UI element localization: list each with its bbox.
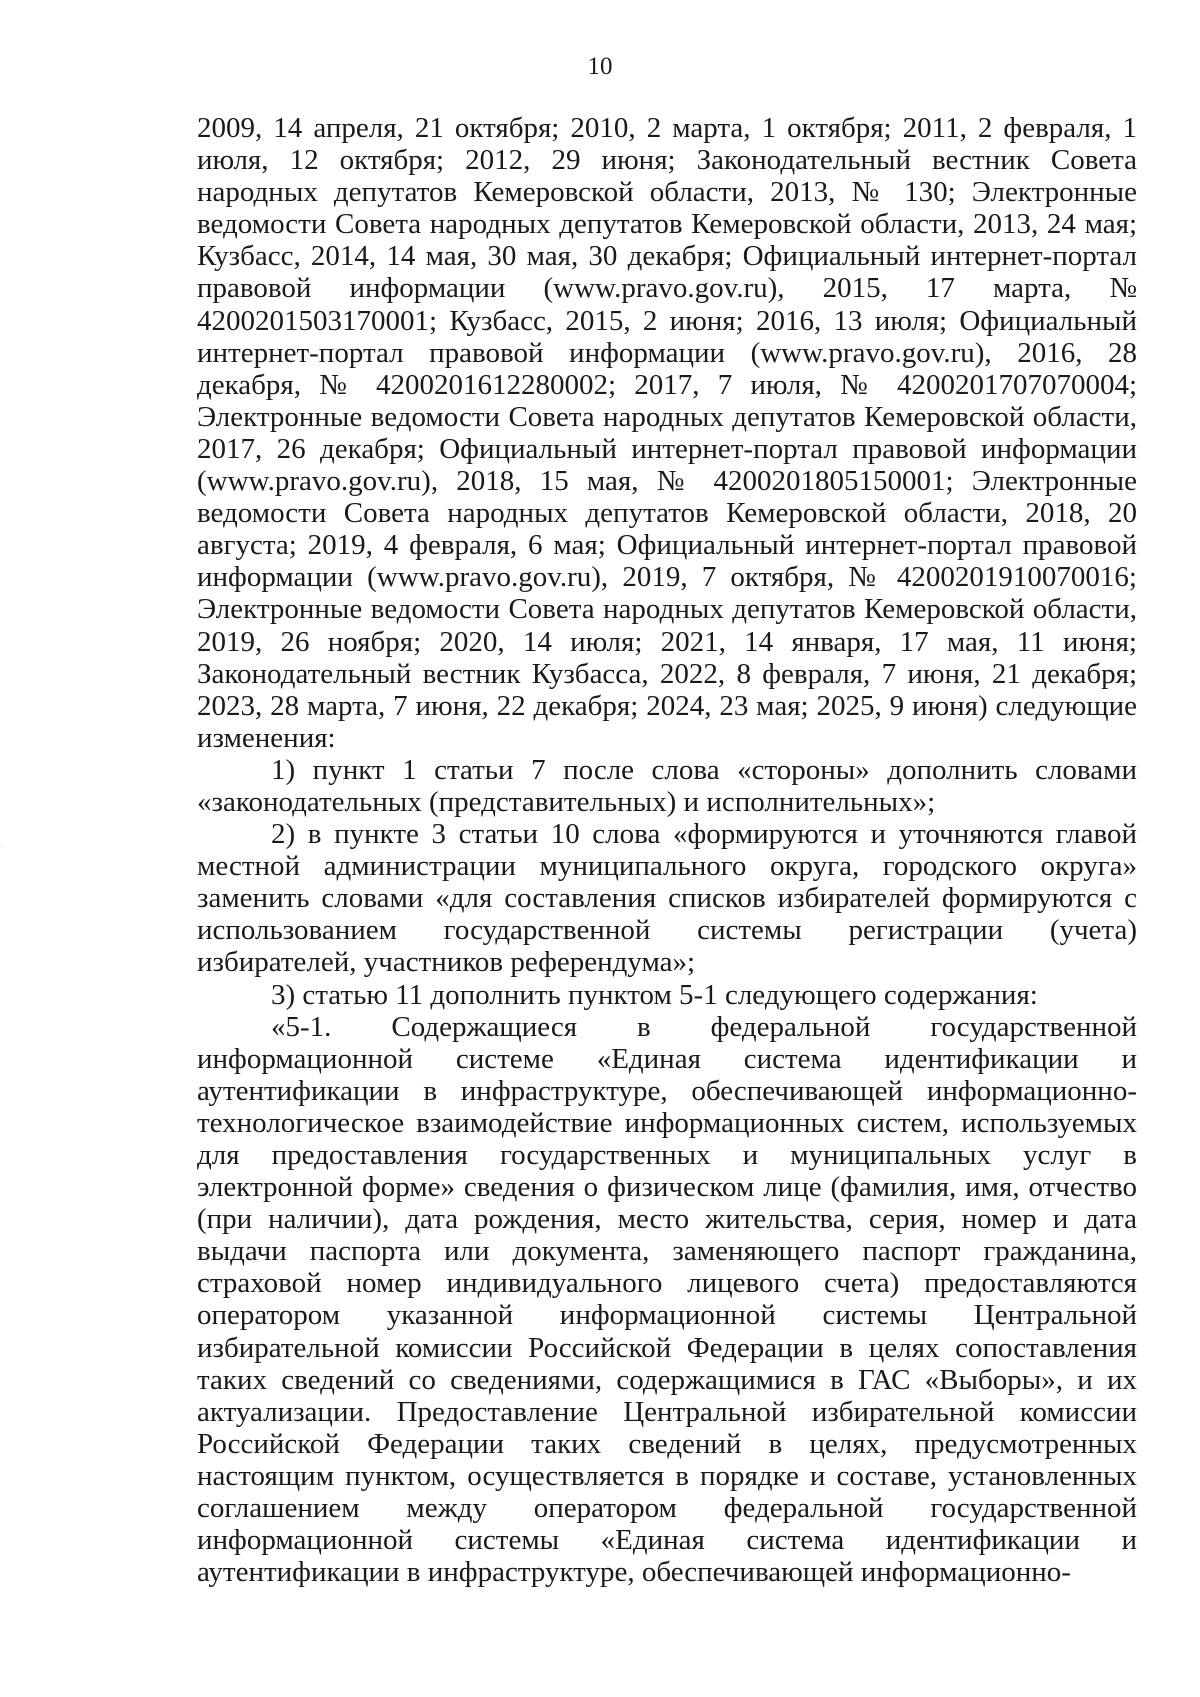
paragraph-item-2: 2) в пункте 3 статьи 10 слова «формируются и уточняются главой местной администрации муниципального округа, городского округа» заменить словами «для составления списков избирателей формируются с использованием государственной системы регистрации (учета) избирателей, участников референдума»;: [197, 818, 1137, 979]
paragraph-point-5-1: «5-1. Содержащиеся в федеральной государственной информационной системе «Единая система идентификации и аутентификации в инфраструктуре, обеспечивающей информационно-технологическое взаимодействие информационных систем, используемых для предоставления государственных и муниципальных услуг в электронной форме» сведения о физическом лице (фамилия, имя, отчество (при наличии), дата рождения, место жительства, серия, номер и дата выдачи паспорта или документа, заменяющего паспорт гражданина, страховой номер индивидуального лицевого счета) предоставляются оператором указанной информационной системы Центральной избирательной комиссии Российской Федерации в целях сопоставления таких сведений со сведениями, содержащимися в ГАС «Выборы», и их актуализации. Предоставление Центральной избирательной комиссии Российской Федерации таких сведений в целях, предусмотренных настоящим пунктом, осуществляется в порядке и составе, установленных соглашением между оператором федеральной государственной информационной системы «Единая система идентификации и аутентификации в инфраструктуре, обеспечивающей информационно-: [197, 1010, 1137, 1589]
page-number: 10: [587, 53, 613, 80]
paragraph-item-1: 1) пункт 1 статьи 7 после слова «стороны» дополнить словами «законодательных (представительных) и исполнительных»;: [197, 753, 1137, 818]
paragraph-publication-history: 2009, 14 апреля, 21 октября; 2010, 2 марта, 1 октября; 2011, 2 февраля, 1 июля, 12 октября; 2012, 29 июня; Законодательный вестник Совета народных депутатов Кемеровской области, 2013, № 130; Электронные ведомости Совета народных депутатов Кемеровской области, 2013, 24 мая; Кузбасс, 2014, 14 мая, 30 мая, 30 декабря; Официальный интернет-портал правовой информации (www.pravo.gov.ru), 2015, 17 марта, № 4200201503170001; Кузбасс, 2015, 2 июня; 2016, 13 июля; Официальный интернет-портал правовой информации (www.pravo.gov.ru), 2016, 28 декабря, № 4200201612280002; 2017, 7 июля, № 4200201707070004; Электронные ведомости Совета народных депутатов Кемеровской области, 2017, 26 декабря; Официальный интернет-портал правовой информации (www.pravo.gov.ru), 2018, 15 мая, № 4200201805150001; Электронные ведомости Совета народных депутатов Кемеровской области, 2018, 20 августа; 2019, 4 февраля, 6 мая; Официальный интернет-портал правовой информации (www.pravo.gov.ru), 2019, 7 октября, № 4200201910070016; Электронные ведомости Совета народных депутатов Кемеровской области, 2019, 26 ноября; 2020, 14 июля; 2021, 14 января, 17 мая, 11 июня; Законодательный вестник Кузбасса, 2022, 8 февраля, 7 июня, 21 декабря; 2023, 28 марта, 7 июня, 22 декабря; 2024, 23 мая; 2025, 9 июня) следующие изменения:: [197, 112, 1137, 754]
document-body: [197, 112, 1137, 1588]
paragraph-item-3: 3) статью 11 дополнить пунктом 5-1 следующего содержания:: [271, 978, 1038, 1011]
scan-artifact: [0, 845, 1, 846]
